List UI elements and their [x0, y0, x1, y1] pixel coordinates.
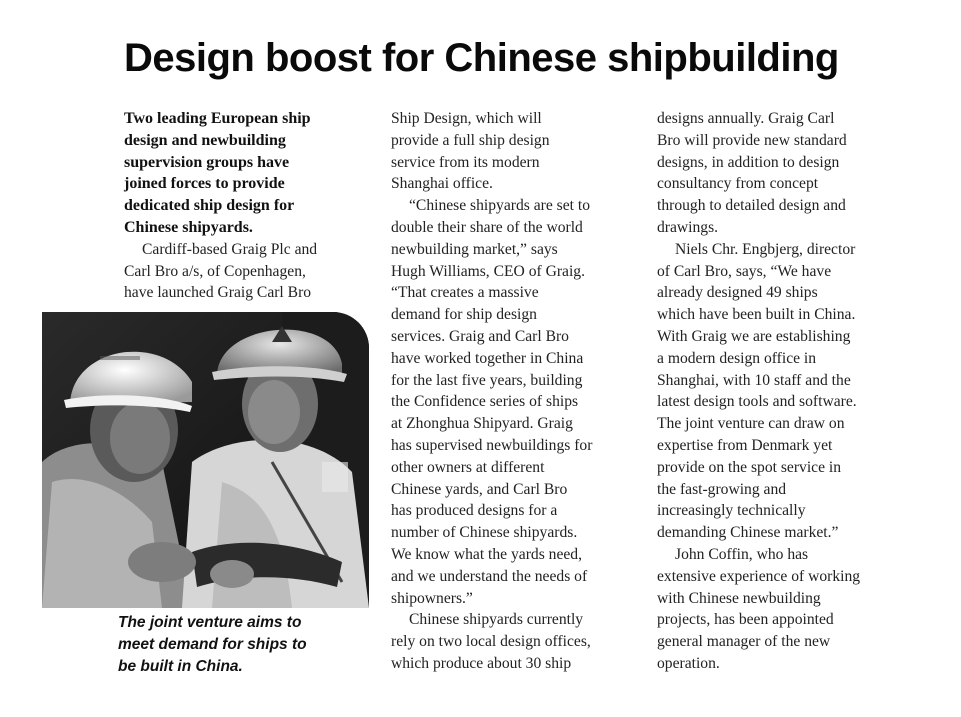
lead-line: design and newbuilding — [124, 131, 286, 149]
text-line: which have been built in China. — [657, 306, 856, 324]
text-line: The joint venture can draw on — [657, 415, 845, 433]
text-line: projects, has been appointed — [657, 611, 834, 629]
text-line: provide on the spot service in — [657, 458, 842, 476]
text-line: the Confidence series of ships — [391, 393, 579, 411]
text-line: John Coffin, who has — [675, 545, 809, 563]
paragraph — [391, 108, 641, 195]
text-line: Chinese shipyards currently — [409, 611, 584, 629]
article-column-1 — [124, 108, 364, 304]
text-line: number of Chinese shipyards. — [391, 524, 578, 542]
text-line: has produced designs for a — [391, 502, 558, 520]
text-line: extensive experience of working — [657, 567, 861, 585]
caption-line: be built in China. — [118, 658, 243, 675]
text-line: at Zhonghua Shipyard. Graig — [391, 415, 573, 433]
text-line: rely on two local design offices, — [391, 633, 591, 651]
text-line: Ship Design, which will — [391, 110, 542, 127]
text-line: Shanghai, with 10 staff and the — [657, 371, 851, 389]
lead-line: joined forces to provide — [124, 175, 285, 193]
article-column-2 — [391, 108, 641, 675]
text-line: consultancy from concept — [657, 175, 819, 193]
text-line: of Carl Bro, says, “We have — [657, 262, 832, 280]
text-line: provide a full ship design — [391, 131, 550, 149]
text-line: for the last five years, building — [391, 371, 583, 389]
text-line: service from its modern — [391, 153, 540, 171]
text-line: has supervised newbuildings for — [391, 436, 593, 454]
text-line: which produce about 30 ship — [391, 654, 572, 672]
text-line: the fast-growing and — [657, 480, 787, 498]
lead-line: Two leading European ship — [124, 110, 311, 127]
paragraph — [657, 544, 912, 675]
text-line: double their share of the world — [391, 218, 583, 236]
text-line: and we understand the needs of — [391, 567, 588, 585]
lead-line: supervision groups have — [124, 153, 290, 171]
text-line: demand for ship design — [391, 306, 537, 324]
text-line: already designed 49 ships — [657, 284, 818, 302]
text-line: through to detailed design and — [657, 197, 846, 215]
text-line: have worked together in China — [391, 349, 584, 367]
text-line: “That creates a massive — [391, 284, 539, 302]
text-line: Chinese yards, and Carl Bro — [391, 480, 568, 498]
article-photo — [42, 312, 369, 608]
text-line: designs, in addition to design — [657, 153, 840, 171]
text-line: shipowners.” — [391, 589, 473, 607]
text-line: services. Graig and Carl Bro — [391, 327, 569, 345]
paragraph — [391, 609, 641, 674]
text-line: Niels Chr. Engbjerg, director — [675, 240, 856, 258]
text-line: expertise from Denmark yet — [657, 436, 833, 454]
text-line: Bro will provide new standard — [657, 131, 847, 149]
caption-line: The joint venture aims to — [118, 614, 302, 631]
text-line: newbuilding market,” says — [391, 240, 558, 258]
text-line: With Graig we are establishing — [657, 327, 851, 345]
text-line: operation. — [657, 654, 720, 672]
paragraph — [657, 108, 912, 239]
text-line: have launched Graig Carl Bro — [124, 284, 312, 302]
text-line: We know what the yards need, — [391, 545, 583, 563]
photo-caption — [118, 612, 368, 678]
text-line: demanding Chinese market.” — [657, 524, 839, 542]
text-line: with Chinese newbuilding — [657, 589, 821, 607]
text-line: Carl Bro a/s, of Copenhagen, — [124, 262, 306, 280]
text-line: Cardiff-based Graig Plc and — [142, 240, 318, 258]
text-line: a modern design office in — [657, 349, 817, 367]
caption-line: meet demand for ships to — [118, 636, 307, 653]
text-line: Shanghai office. — [391, 175, 493, 193]
lead-line: dedicated ship design for — [124, 197, 295, 215]
photo-two-workers-in-hard-hats — [42, 312, 369, 608]
lead-paragraph — [124, 108, 364, 239]
text-line: Hugh Williams, CEO of Graig. — [391, 262, 585, 280]
article-column-3 — [657, 108, 912, 675]
headline: Design boost for Chinese shipbuilding — [124, 36, 839, 80]
text-line: other owners at different — [391, 458, 545, 476]
text-line: increasingly technically — [657, 502, 806, 520]
text-line: “Chinese shipyards are set to — [409, 197, 591, 215]
paragraph — [657, 239, 912, 544]
paragraph — [391, 195, 641, 609]
text-line: latest design tools and software. — [657, 393, 857, 411]
text-line: designs annually. Graig Carl — [657, 110, 835, 127]
paragraph — [124, 239, 364, 304]
text-line: general manager of the new — [657, 633, 831, 651]
lead-line: Chinese shipyards. — [124, 218, 253, 236]
text-line: drawings. — [657, 218, 719, 236]
